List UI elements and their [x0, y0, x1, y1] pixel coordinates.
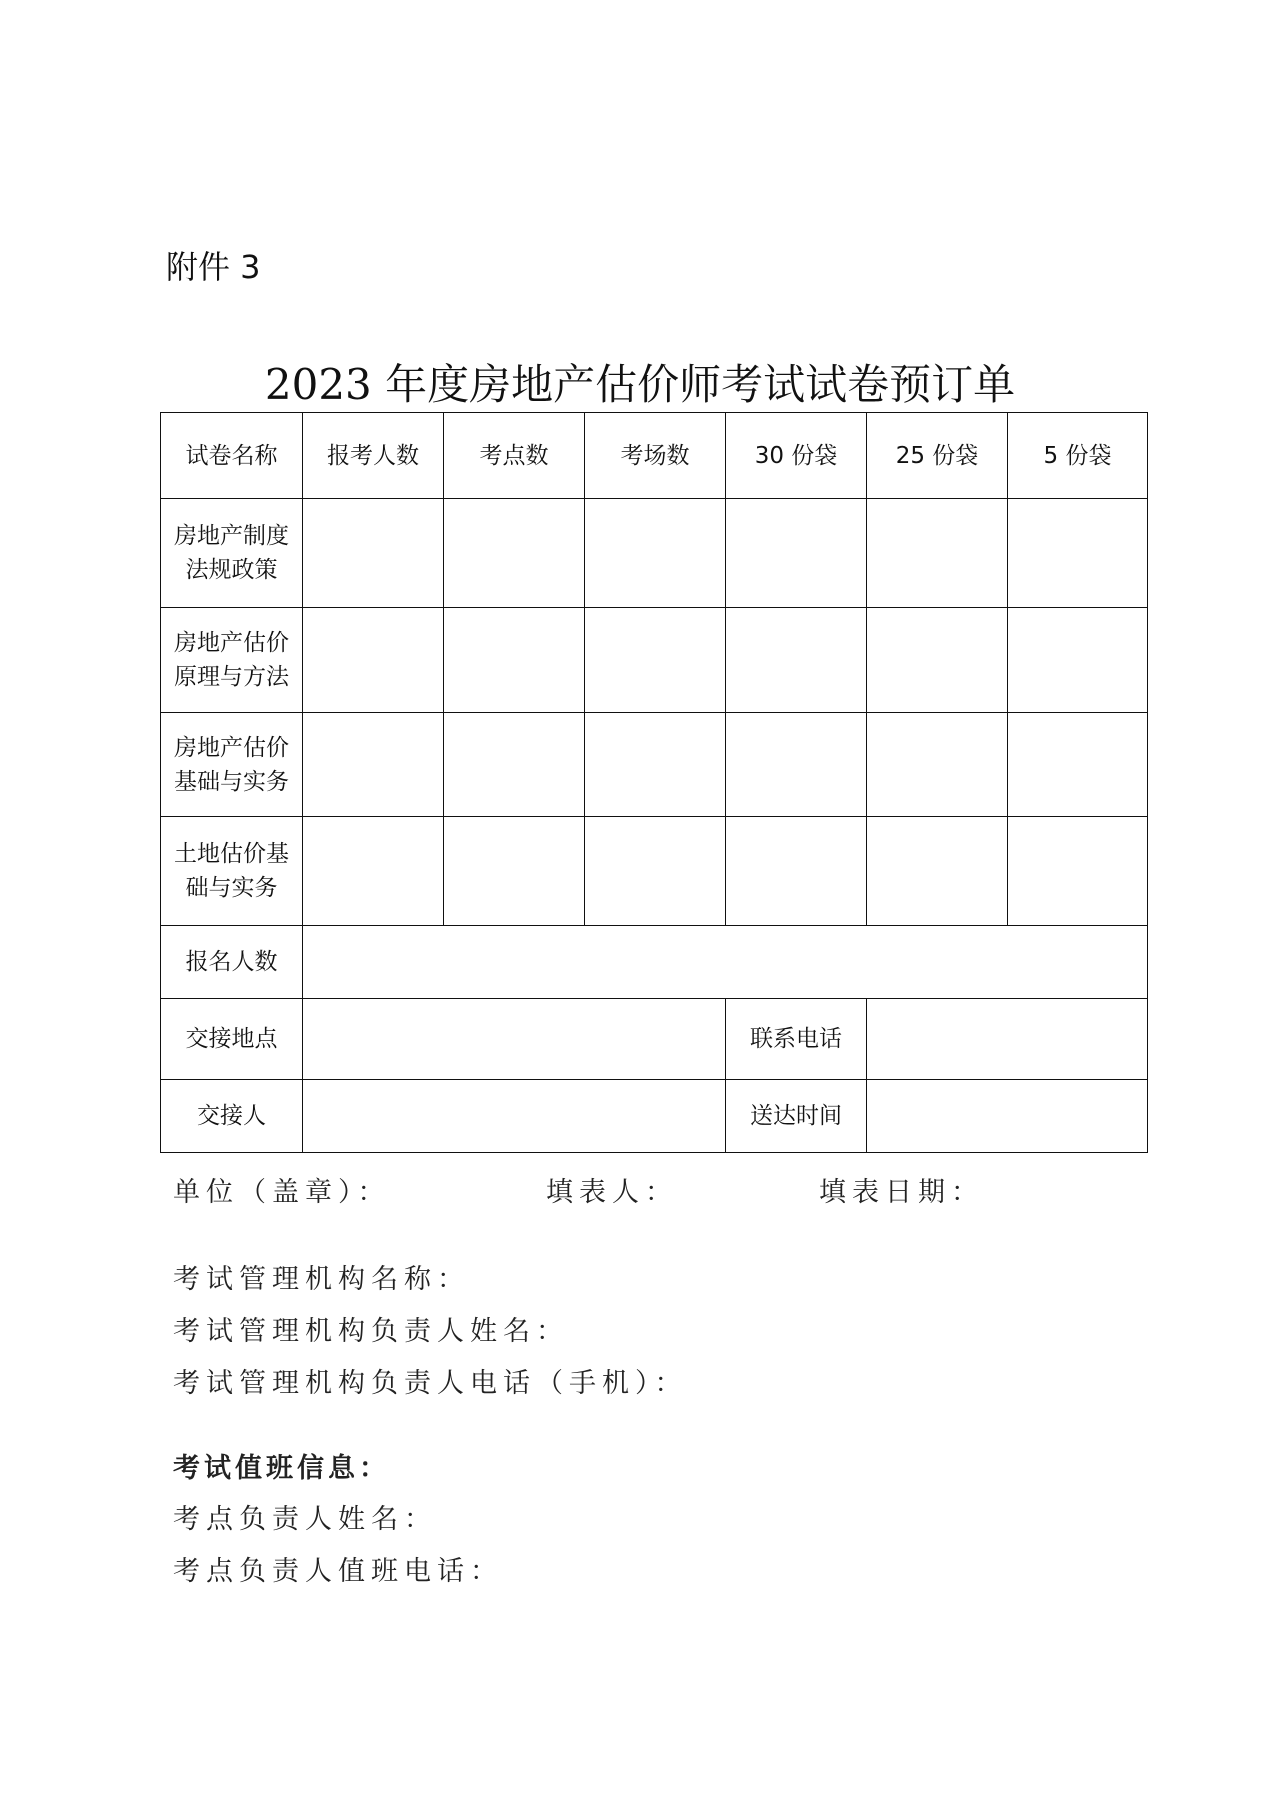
blank-cell[interactable]	[867, 608, 1008, 713]
duty-info-heading: 考试值班信息：	[173, 1453, 390, 1484]
contact-phone-cell[interactable]	[867, 999, 1148, 1080]
registration-row	[161, 926, 1148, 999]
handover-person-row	[161, 1080, 1148, 1153]
header-applicants: 报考人数	[303, 413, 444, 499]
contact-phone-label: 联系电话	[726, 999, 867, 1080]
header-rooms: 考场数	[585, 413, 726, 499]
table-row	[161, 608, 1148, 713]
order-table	[160, 412, 1148, 1153]
paper-name-cell	[161, 713, 303, 817]
blank-cell[interactable]	[444, 817, 585, 926]
org-head-phone-label: 考试管理机构负责人电话（手机）：	[173, 1368, 688, 1399]
table-row	[161, 499, 1148, 608]
blank-cell[interactable]	[867, 499, 1008, 608]
handover-person-cell[interactable]	[303, 1080, 726, 1153]
blank-cell[interactable]	[1008, 608, 1148, 713]
blank-cell[interactable]	[585, 817, 726, 926]
paper-name-cell	[161, 608, 303, 713]
blank-cell[interactable]	[1008, 817, 1148, 926]
table-row	[161, 713, 1148, 817]
blank-cell[interactable]	[303, 608, 444, 713]
filler-label: 填表人：	[546, 1177, 678, 1208]
handover-location-row	[161, 999, 1148, 1080]
unit-stamp-label: 单位（盖章）：	[173, 1177, 391, 1208]
blank-cell[interactable]	[585, 608, 726, 713]
attachment-label: 附件 3	[166, 248, 261, 286]
blank-cell[interactable]	[1008, 499, 1148, 608]
paper-name: 土地估价基础与实务	[174, 841, 289, 901]
table-row	[161, 817, 1148, 926]
blank-cell[interactable]	[303, 817, 444, 926]
handover-location-label: 交接地点	[161, 999, 303, 1080]
delivery-time-cell[interactable]	[867, 1080, 1148, 1153]
header-bag-5: 5 份袋	[1008, 413, 1148, 499]
site-head-phone-label: 考点负责人值班电话：	[173, 1556, 503, 1587]
handover-location-cell[interactable]	[303, 999, 726, 1080]
blank-cell[interactable]	[867, 817, 1008, 926]
registration-value-cell[interactable]	[303, 926, 1148, 999]
header-sites: 考点数	[444, 413, 585, 499]
header-bag-30: 30 份袋	[726, 413, 867, 499]
header-bag-25: 25 份袋	[867, 413, 1008, 499]
blank-cell[interactable]	[444, 713, 585, 817]
blank-cell[interactable]	[726, 499, 867, 608]
blank-cell[interactable]	[726, 608, 867, 713]
page-title: 2023 年度房地产估价师考试试卷预订单	[264, 360, 1016, 409]
blank-cell[interactable]	[444, 499, 585, 608]
blank-cell[interactable]	[585, 713, 726, 817]
site-head-name-label: 考点负责人姓名：	[173, 1504, 437, 1535]
blank-cell[interactable]	[585, 499, 726, 608]
blank-cell[interactable]	[444, 608, 585, 713]
header-row	[161, 413, 1148, 499]
header-paper-name: 试卷名称	[161, 413, 303, 499]
org-head-name-label: 考试管理机构负责人姓名：	[173, 1316, 569, 1347]
blank-cell[interactable]	[303, 499, 444, 608]
blank-cell[interactable]	[726, 713, 867, 817]
paper-name-cell	[161, 499, 303, 608]
blank-cell[interactable]	[1008, 713, 1148, 817]
paper-name: 房地产制度法规政策	[174, 523, 289, 583]
blank-cell[interactable]	[303, 713, 444, 817]
delivery-time-label: 送达时间	[726, 1080, 867, 1153]
handover-person-label: 交接人	[161, 1080, 303, 1153]
org-name-label: 考试管理机构名称：	[173, 1264, 470, 1295]
fill-date-label: 填表日期：	[819, 1177, 984, 1208]
blank-cell[interactable]	[867, 713, 1008, 817]
paper-name-cell	[161, 817, 303, 926]
paper-name: 房地产估价基础与实务	[174, 734, 289, 795]
registration-label: 报名人数	[161, 926, 303, 999]
paper-name: 房地产估价原理与方法	[174, 630, 289, 690]
blank-cell[interactable]	[726, 817, 867, 926]
